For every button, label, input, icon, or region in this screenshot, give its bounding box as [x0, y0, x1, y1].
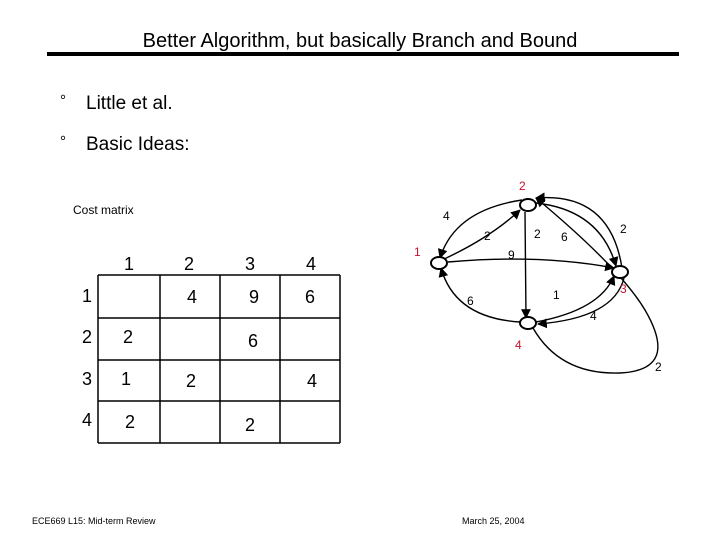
edge-1-3 [448, 259, 614, 268]
bullet-text-basic-ideas: Basic Ideas: [86, 134, 190, 155]
edge-label: 1 [553, 288, 560, 302]
footer-date: March 25, 2004 [462, 516, 525, 526]
matrix-cell: 2 [122, 327, 134, 347]
edge-3-4 [538, 278, 624, 324]
footer-left: ECE669 L15: Mid-term Review [32, 516, 156, 526]
col-header: 2 [183, 254, 195, 274]
matrix-cell: 9 [248, 287, 260, 307]
edge-label: 6 [561, 230, 568, 244]
node-label-4: 4 [515, 338, 522, 352]
col-header: 3 [244, 254, 256, 274]
graph-node-1 [431, 257, 447, 269]
matrix-cell: 2 [124, 412, 136, 432]
edge-label: 4 [590, 309, 597, 323]
bullet-mark: ° [60, 92, 66, 109]
bullet-mark: ° [60, 133, 66, 150]
cost-matrix-caption: Cost matrix [73, 203, 134, 217]
col-header: 4 [305, 254, 317, 274]
edge-label: 6 [467, 294, 474, 308]
row-header: 1 [81, 286, 93, 306]
graph-node-4 [520, 317, 536, 329]
node-label-3: 3 [620, 282, 627, 296]
edge-label: 2 [655, 360, 662, 374]
graph-node-3 [612, 266, 628, 278]
edge-label: 9 [508, 248, 515, 262]
edge-label: 2 [620, 222, 627, 236]
matrix-cell: 4 [186, 287, 198, 307]
edge-label: 2 [484, 229, 491, 243]
row-header: 2 [81, 327, 93, 347]
col-header: 1 [123, 254, 135, 274]
edge-4-3 [536, 276, 614, 322]
node-label-1: 1 [414, 245, 421, 259]
matrix-cell: 2 [185, 371, 197, 391]
edge-2-4 [525, 212, 526, 318]
edge-label: 4 [443, 209, 450, 223]
edge-4-1 [441, 268, 520, 322]
edge-4-2-outer [533, 198, 658, 373]
bullet-text-little: Little et al. [86, 93, 173, 114]
row-header: 4 [81, 410, 93, 430]
matrix-cell: 4 [306, 371, 318, 391]
edge-label: 2 [534, 227, 541, 241]
matrix-cell: 6 [247, 331, 259, 351]
matrix-cell: 6 [304, 287, 316, 307]
edge-2-3 [536, 203, 616, 266]
matrix-cell: 2 [244, 415, 256, 435]
matrix-cell: 1 [120, 369, 132, 389]
slide-title: Better Algorithm, but basically Branch and Bound [142, 30, 578, 52]
node-label-2: 2 [519, 179, 526, 193]
graph-node-2 [520, 199, 536, 211]
row-header: 3 [81, 369, 93, 389]
